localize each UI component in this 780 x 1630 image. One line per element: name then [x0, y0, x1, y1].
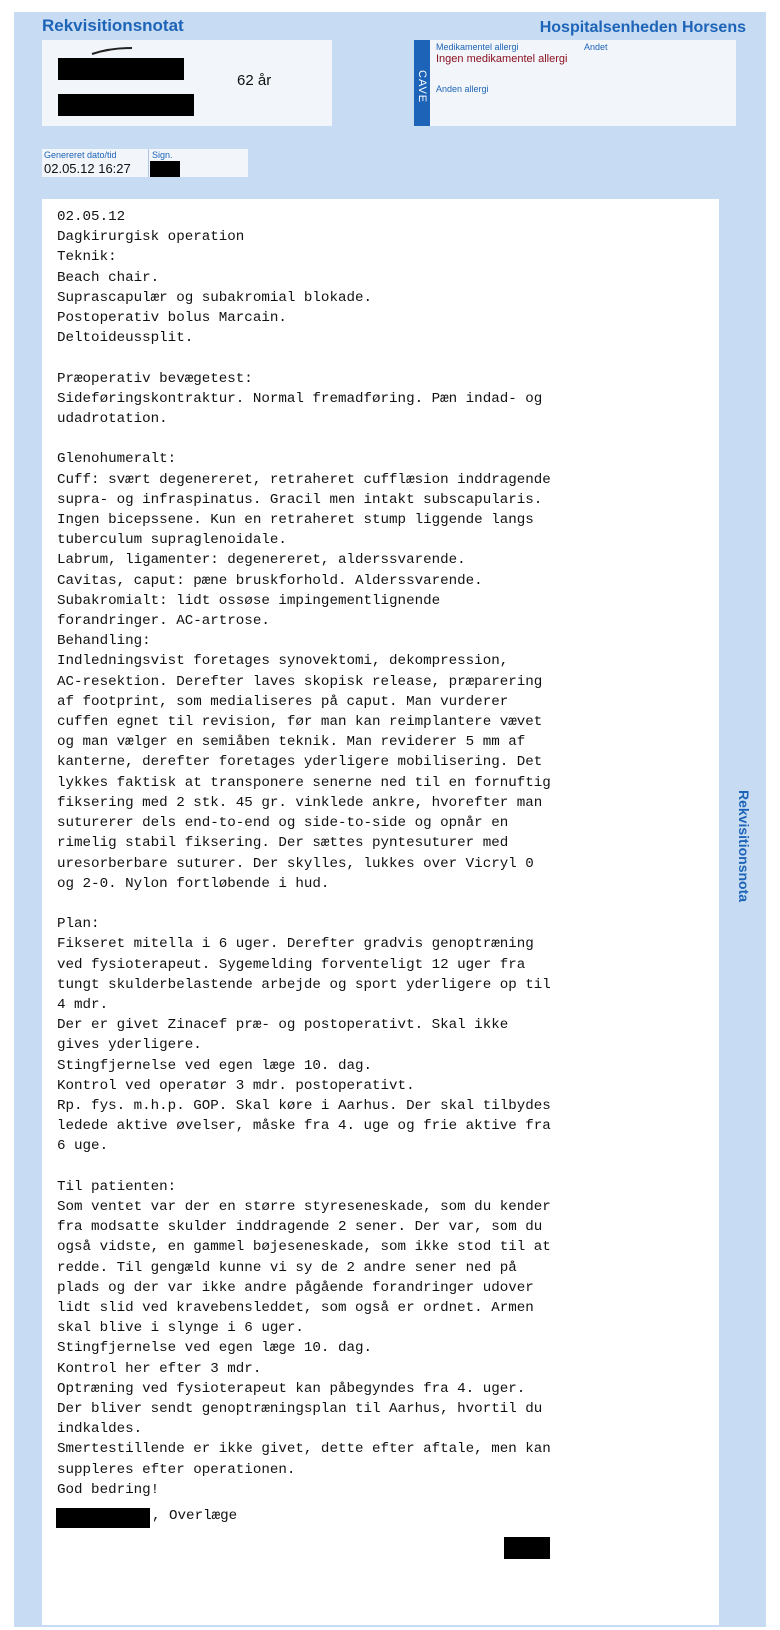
note-line: suppleres efter operationen. — [57, 1461, 296, 1478]
note-line: Kontrol her efter 3 mdr. — [57, 1360, 262, 1377]
note-line: Deltoideussplit. — [57, 330, 194, 347]
note-line: forandringer. AC-artrose. — [57, 613, 270, 630]
requisition-form — [14, 12, 766, 1627]
note-line: Dagkirurgisk operation — [57, 229, 245, 246]
note-line: Der er givet Zinacef præ- og postoperativt. Skal ikke — [57, 1017, 509, 1034]
note-line: gives yderligere. — [57, 1037, 202, 1054]
note-line: Indledningsvist foretages synovektomi, dekompression, — [57, 653, 509, 670]
note-line: Optræning ved fysioterapeut kan påbegyndes fra 4. uger. — [57, 1380, 526, 1397]
note-line: 4 mdr. — [57, 996, 109, 1013]
note-line: supra- og infraspinatus. Gracil men intakt subscapularis. — [57, 491, 543, 508]
redacted-signer — [56, 1508, 150, 1528]
generated-value: 02.05.12 16:27 — [44, 161, 131, 176]
note-line: Til patienten: — [57, 1178, 177, 1195]
note-line: God bedring! — [57, 1481, 160, 1498]
note-line: Labrum, ligamenter: degenereret, alderssvarende. — [57, 552, 466, 569]
note-line: ledede aktive øvelser, måske fra 4. uge og frie aktive fra — [57, 1118, 551, 1135]
note-line: suturerer dels end-to-end og side-to-side og opnår en — [57, 815, 509, 832]
note-line: lykkes faktisk at transponere senerne ned til en fornuftig — [57, 774, 551, 791]
note-line: Subakromialt: lidt ossøse impingementlignende — [57, 592, 441, 609]
note-line: udadrotation. — [57, 411, 168, 428]
note-line: kanterne, derefter foretages yderligere mobilisering. Det — [57, 754, 543, 771]
note-line: også vidste, en gammel bøjeseneskade, som ikke stod til at — [57, 1239, 551, 1256]
side-label-text: Rekvisitionsnota — [736, 790, 752, 903]
note-line: lidt slid ved kravebensleddet, som også er ordnet. Armen — [57, 1299, 534, 1316]
generated-box — [42, 149, 248, 177]
note-line: indkaldes. — [57, 1421, 143, 1438]
note-line: tungt skulderbelastende arbejde og sport yderligere op til — [57, 976, 551, 993]
note-line: Som ventet var der en større styreseneskade, som du kender — [57, 1198, 551, 1215]
other-label: Andet — [584, 42, 608, 52]
patient-box — [42, 40, 332, 126]
note-line: AC-resektion. Derefter laves skopisk release, præparering — [57, 673, 543, 690]
note-line: Plan: — [57, 916, 100, 933]
generated-divider — [148, 149, 149, 177]
note-line: Der bliver sendt genoptræningsplan til Aarhus, hvortil du — [57, 1400, 543, 1417]
note-line: Cavitas, caput: pæne bruskforhold. Alderssvarende. — [57, 572, 483, 589]
note-line: Sideføringskontraktur. Normal fremadføring. Pæn indad- og — [57, 390, 543, 407]
note-line: Rp. fys. m.h.p. GOP. Skal køre i Aarhus. Der skal tilbydes — [57, 1097, 551, 1114]
note-body — [42, 199, 719, 1625]
note-line: fra modsatte skulder inddragende 2 sener. Der var, som du — [57, 1219, 543, 1236]
note-line: af footprint, som medialiseres på caput. Man vurderer — [57, 693, 509, 710]
note-line: Præoperativ bevægetest: — [57, 370, 253, 387]
scribble-mark — [90, 46, 134, 56]
note-line: rimelig stabil fiksering. Der sættes pyntesuturer med — [57, 835, 509, 852]
note-line: Cuff: svært degenereret, retraheret cufflæsion inddragende — [57, 471, 551, 488]
form-title: Rekvisitionsnotat — [42, 16, 184, 35]
note-line: Glenohumeralt: — [57, 451, 177, 468]
note-line: Beach chair. — [57, 269, 160, 286]
redacted-sign — [150, 161, 180, 177]
note-line: uresorberbare suturer. Der skylles, lukkes over Vicryl 0 — [57, 855, 534, 872]
note-line: fiksering med 2 stk. 45 gr. vinklede ankre, hvorefter man — [57, 794, 543, 811]
redacted-stamp — [504, 1537, 550, 1559]
note-line: redde. Til gengæld kunne vi sy de 2 andre sener ned på — [57, 1259, 517, 1276]
redacted-name — [58, 58, 184, 80]
note-line: Teknik: — [57, 249, 117, 266]
note-line: Stingfjernelse ved egen læge 10. dag. — [57, 1057, 373, 1074]
note-line: 02.05.12 — [57, 209, 126, 225]
note-text — [57, 207, 551, 1500]
note-line: Fikseret mitella i 6 uger. Derefter gradvis genoptræning — [57, 936, 534, 953]
patient-age: 62 år — [237, 72, 272, 89]
note-line: Stingfjernelse ved egen læge 10. dag. — [57, 1340, 373, 1357]
hospital-name: Hospitalsenheden Horsens — [539, 19, 746, 36]
signature-role: , Overlæge — [152, 1508, 238, 1524]
note-line: ved fysioterapeut. Sygemelding forventeligt 12 uger fra — [57, 956, 526, 973]
note-line: tuberculum supraglenoidale. — [57, 532, 287, 549]
note-line: Ingen bicepssene. Kun en retraheret stump liggende langs — [57, 512, 534, 529]
cave-label: CAVE — [416, 70, 428, 104]
note-line: Postoperativ bolus Marcain. — [57, 310, 287, 327]
note-line: skal blive i slynge i 6 uger. — [57, 1320, 304, 1337]
note-line: Kontrol ved operatør 3 mdr. postoperativt. — [57, 1077, 415, 1094]
note-line: cuffen egnet til revision, før man kan reimplantere vævet — [57, 714, 543, 731]
note-line: Suprascapulær og subakromial blokade. — [57, 289, 373, 306]
note-line: 6 uge. — [57, 1138, 109, 1155]
note-line: plads og der var ikke andre pågående forandringer udover — [57, 1279, 534, 1296]
note-line: Behandling: — [57, 633, 151, 650]
sign-label: Sign. — [152, 150, 173, 160]
generated-label: Genereret dato/tid — [44, 150, 117, 160]
med-allergy-label: Medikamentel allergi — [436, 42, 519, 52]
med-allergy-value: Ingen medikamentel allergi — [436, 53, 568, 65]
note-line: og 2-0. Nylon fortløbende i hud. — [57, 875, 330, 892]
redacted-cpr — [58, 94, 194, 116]
note-line: Smertestillende er ikke givet, dette efter aftale, men kan — [57, 1441, 551, 1458]
other-allergy-label: Anden allergi — [436, 84, 489, 94]
side-label — [736, 790, 752, 903]
note-line: og man vælger en semiåben teknik. Man reviderer 5 mm af — [57, 734, 526, 751]
cave-box — [414, 40, 736, 126]
cave-strip — [414, 40, 430, 126]
